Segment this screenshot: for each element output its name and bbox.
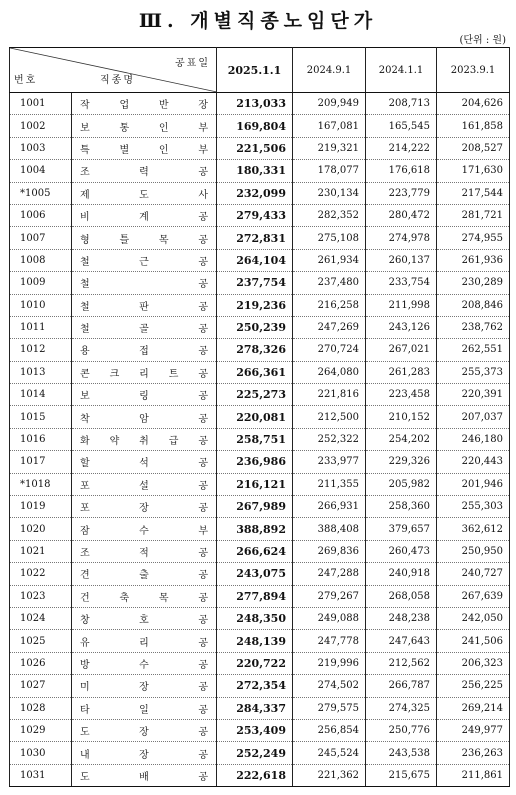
table-row	[10, 137, 510, 159]
job-code-cell: 1029	[10, 719, 72, 741]
job-name-cell	[72, 697, 217, 719]
job-name-cell	[72, 294, 217, 316]
job-name-text: 포 장 공	[80, 503, 208, 515]
job-name-cell	[72, 137, 217, 159]
wage-cell-4: 255,373	[437, 361, 510, 383]
job-name-text: 특 별 인 부	[80, 144, 208, 156]
job-name-text: 콘 크 리 트 공	[80, 368, 208, 380]
wage-cell-1: 266,361	[217, 361, 293, 383]
wage-cell-2: 279,575	[293, 697, 366, 719]
wage-cell-3: 214,222	[366, 137, 437, 159]
table-row	[10, 607, 510, 629]
wage-cell-4: 161,858	[437, 115, 510, 137]
job-code-cell: 1020	[10, 518, 72, 540]
wage-cell-3: 274,978	[366, 227, 437, 249]
wage-cell-3: 215,675	[366, 764, 437, 786]
job-code-cell: 1030	[10, 742, 72, 764]
wage-cell-3: 176,618	[366, 160, 437, 182]
wage-cell-1: 232,099	[217, 182, 293, 204]
job-code-cell: 1015	[10, 406, 72, 428]
table-body	[10, 93, 510, 787]
wage-cell-3: 240,918	[366, 563, 437, 585]
wage-table	[9, 47, 510, 787]
table-row	[10, 115, 510, 137]
wage-cell-1: 219,236	[217, 294, 293, 316]
job-name-text: 형 틀 목 공	[80, 234, 208, 246]
wage-cell-3: 258,360	[366, 496, 437, 518]
wage-cell-1: 213,033	[217, 93, 293, 115]
job-code-cell: 1024	[10, 607, 72, 629]
wage-cell-3: 261,283	[366, 361, 437, 383]
wage-cell-1: 169,804	[217, 115, 293, 137]
table-row	[10, 160, 510, 182]
wage-cell-2: 247,778	[293, 630, 366, 652]
job-code-cell: 1025	[10, 630, 72, 652]
wage-cell-2: 219,321	[293, 137, 366, 159]
table-row	[10, 339, 510, 361]
job-name-text: 도 장 공	[80, 727, 208, 739]
wage-cell-3: 165,545	[366, 115, 437, 137]
job-code-cell: 1008	[10, 249, 72, 271]
table-row	[10, 697, 510, 719]
wage-cell-3: 211,998	[366, 294, 437, 316]
wage-cell-2: 261,934	[293, 249, 366, 271]
header-job-name-label: 직종명	[100, 75, 135, 86]
job-code-cell: 1009	[10, 272, 72, 294]
job-name-cell	[72, 451, 217, 473]
wage-cell-3: 243,538	[366, 742, 437, 764]
job-code-cell: 1002	[10, 115, 72, 137]
header-date-3: 2024.1.1	[366, 48, 437, 93]
wage-cell-4: 242,050	[437, 607, 510, 629]
job-name-cell	[72, 339, 217, 361]
wage-cell-4: 274,955	[437, 227, 510, 249]
wage-cell-1: 222,618	[217, 764, 293, 786]
wage-cell-4: 250,950	[437, 540, 510, 562]
wage-cell-3: 266,787	[366, 675, 437, 697]
job-code-cell: 1004	[10, 160, 72, 182]
job-code-cell: 1021	[10, 540, 72, 562]
job-code-cell: 1019	[10, 496, 72, 518]
job-name-cell	[72, 742, 217, 764]
table-row	[10, 630, 510, 652]
job-code-cell: 1016	[10, 428, 72, 450]
wage-cell-4: 204,626	[437, 93, 510, 115]
job-name-text: 방 수 공	[80, 659, 208, 671]
job-name-cell	[72, 93, 217, 115]
job-name-text: 철 근 공	[80, 256, 208, 268]
table-row	[10, 451, 510, 473]
wage-cell-3: 267,021	[366, 339, 437, 361]
job-code-cell: 1013	[10, 361, 72, 383]
job-name-text: 조 력 공	[80, 167, 208, 179]
job-name-cell	[72, 115, 217, 137]
table-row	[10, 540, 510, 562]
job-name-cell	[72, 563, 217, 585]
table-row	[10, 742, 510, 764]
wage-cell-2: 266,931	[293, 496, 366, 518]
wage-cell-3: 247,643	[366, 630, 437, 652]
wage-cell-2: 256,854	[293, 719, 366, 741]
job-name-cell	[72, 182, 217, 204]
wage-cell-3: 248,238	[366, 607, 437, 629]
table-row	[10, 406, 510, 428]
table-row	[10, 316, 510, 338]
job-code-cell: 1014	[10, 384, 72, 406]
wage-cell-4: 208,846	[437, 294, 510, 316]
wage-cell-1: 253,409	[217, 719, 293, 741]
job-name-text: 할 석 공	[80, 458, 208, 470]
table-row	[10, 428, 510, 450]
wage-cell-1: 264,104	[217, 249, 293, 271]
wage-cell-3: 250,776	[366, 719, 437, 741]
job-name-text: 화 약 취 급 공	[80, 436, 208, 448]
table-row	[10, 227, 510, 249]
wage-cell-1: 277,894	[217, 585, 293, 607]
table-row	[10, 473, 510, 495]
job-name-text: 보 링 공	[80, 391, 208, 403]
wage-cell-2: 212,500	[293, 406, 366, 428]
job-code-cell: 1012	[10, 339, 72, 361]
wage-cell-4: 262,551	[437, 339, 510, 361]
wage-cell-1: 221,506	[217, 137, 293, 159]
wage-cell-4: 236,263	[437, 742, 510, 764]
header-date-1: 2025.1.1	[217, 48, 293, 93]
wage-cell-1: 248,350	[217, 607, 293, 629]
wage-cell-4: 208,527	[437, 137, 510, 159]
job-name-text: 용 접 공	[80, 346, 208, 358]
job-code-cell: 1022	[10, 563, 72, 585]
wage-cell-3: 268,058	[366, 585, 437, 607]
wage-cell-1: 216,121	[217, 473, 293, 495]
job-code-cell: *1005	[10, 182, 72, 204]
wage-cell-2: 275,108	[293, 227, 366, 249]
wage-cell-2: 167,081	[293, 115, 366, 137]
wage-cell-3: 254,202	[366, 428, 437, 450]
wage-cell-2: 233,977	[293, 451, 366, 473]
wage-cell-2: 247,269	[293, 316, 366, 338]
table-row	[10, 585, 510, 607]
wage-cell-2: 249,088	[293, 607, 366, 629]
wage-cell-3: 233,754	[366, 272, 437, 294]
job-name-text: 작 업 반 장	[80, 100, 208, 112]
wage-cell-1: 237,754	[217, 272, 293, 294]
job-name-text: 유 리 공	[80, 637, 208, 649]
wage-cell-2: 269,836	[293, 540, 366, 562]
job-name-text: 비 계 공	[80, 212, 208, 224]
wage-cell-4: 267,639	[437, 585, 510, 607]
table-row	[10, 204, 510, 226]
wage-cell-3: 210,152	[366, 406, 437, 428]
wage-cell-2: 219,996	[293, 652, 366, 674]
header-row	[10, 48, 510, 93]
wage-cell-4: 246,180	[437, 428, 510, 450]
job-code-cell: 1028	[10, 697, 72, 719]
wage-cell-1: 272,831	[217, 227, 293, 249]
job-code-cell: 1031	[10, 764, 72, 786]
job-name-cell	[72, 630, 217, 652]
wage-cell-4: 171,630	[437, 160, 510, 182]
wage-cell-1: 248,139	[217, 630, 293, 652]
wage-cell-3: 243,126	[366, 316, 437, 338]
table-row	[10, 93, 510, 115]
wage-cell-4: 281,721	[437, 204, 510, 226]
wage-cell-4: 220,391	[437, 384, 510, 406]
job-name-cell	[72, 361, 217, 383]
job-name-cell	[72, 719, 217, 741]
header-announce-date-label: 공표일	[175, 58, 210, 69]
header-date-2: 2024.9.1	[293, 48, 366, 93]
job-code-cell: 1006	[10, 204, 72, 226]
wage-cell-2: 252,322	[293, 428, 366, 450]
job-code-cell: 1007	[10, 227, 72, 249]
table-row	[10, 652, 510, 674]
header-date-4: 2023.9.1	[437, 48, 510, 93]
wage-cell-4: 261,936	[437, 249, 510, 271]
wage-cell-3: 274,325	[366, 697, 437, 719]
job-name-cell	[72, 540, 217, 562]
wage-cell-4: 220,443	[437, 451, 510, 473]
job-name-text: 잠 수 부	[80, 525, 208, 537]
job-name-text: 창 호 공	[80, 615, 208, 627]
job-name-text: 철 판 공	[80, 301, 208, 313]
wage-cell-1: 220,722	[217, 652, 293, 674]
job-name-text: 착 암 공	[80, 413, 208, 425]
wage-cell-1: 266,624	[217, 540, 293, 562]
job-name-text: 도 배 공	[80, 771, 208, 783]
wage-cell-2: 245,524	[293, 742, 366, 764]
job-name-text: 철 공	[80, 279, 208, 291]
table-row	[10, 518, 510, 540]
table-row	[10, 182, 510, 204]
wage-cell-2: 221,816	[293, 384, 366, 406]
job-name-cell	[72, 764, 217, 786]
wage-cell-4: 217,544	[437, 182, 510, 204]
wage-cell-2: 264,080	[293, 361, 366, 383]
table-row	[10, 361, 510, 383]
job-code-cell: 1027	[10, 675, 72, 697]
wage-cell-2: 274,502	[293, 675, 366, 697]
job-name-cell	[72, 316, 217, 338]
job-name-cell	[72, 473, 217, 495]
wage-cell-1: 388,892	[217, 518, 293, 540]
wage-cell-4: 255,303	[437, 496, 510, 518]
job-name-text: 조 적 공	[80, 548, 208, 559]
wage-cell-2: 282,352	[293, 204, 366, 226]
wage-cell-4: 238,762	[437, 316, 510, 338]
wage-cell-3: 260,473	[366, 540, 437, 562]
job-code-cell: 1003	[10, 137, 72, 159]
wage-cell-3: 280,472	[366, 204, 437, 226]
table-row	[10, 563, 510, 585]
table-row	[10, 719, 510, 741]
job-name-cell	[72, 406, 217, 428]
wage-cell-4: 230,289	[437, 272, 510, 294]
header-corner-cell	[10, 48, 217, 93]
table-row	[10, 496, 510, 518]
job-name-cell	[72, 160, 217, 182]
wage-cell-2: 270,724	[293, 339, 366, 361]
wage-cell-3: 379,657	[366, 518, 437, 540]
job-name-text: 철 골 공	[80, 324, 208, 336]
wage-cell-2: 209,949	[293, 93, 366, 115]
job-name-cell	[72, 518, 217, 540]
wage-cell-1: 236,986	[217, 451, 293, 473]
wage-cell-4: 201,946	[437, 473, 510, 495]
wage-cell-3: 229,326	[366, 451, 437, 473]
wage-cell-1: 180,331	[217, 160, 293, 182]
table-row	[10, 272, 510, 294]
job-name-cell	[72, 204, 217, 226]
job-name-cell	[72, 496, 217, 518]
wage-cell-4: 362,612	[437, 518, 510, 540]
job-code-cell: 1023	[10, 585, 72, 607]
job-name-cell	[72, 384, 217, 406]
wage-cell-1: 220,081	[217, 406, 293, 428]
wage-cell-4: 249,977	[437, 719, 510, 741]
job-name-text: 타 일 공	[80, 704, 208, 716]
job-name-text: 내 장 공	[80, 749, 208, 761]
wage-cell-1: 284,337	[217, 697, 293, 719]
wage-cell-4: 206,323	[437, 652, 510, 674]
wage-cell-2: 178,077	[293, 160, 366, 182]
wage-cell-3: 212,562	[366, 652, 437, 674]
job-code-cell: 1017	[10, 451, 72, 473]
wage-cell-1: 258,751	[217, 428, 293, 450]
wage-cell-4: 240,727	[437, 563, 510, 585]
job-name-cell	[72, 249, 217, 271]
wage-cell-4: 207,037	[437, 406, 510, 428]
wage-cell-1: 225,273	[217, 384, 293, 406]
header-number-label: 번호	[14, 75, 38, 86]
job-name-text: 견 출 공	[80, 570, 208, 582]
job-name-cell	[72, 652, 217, 674]
wage-cell-1: 252,249	[217, 742, 293, 764]
wage-cell-2: 221,362	[293, 764, 366, 786]
wage-cell-1: 267,989	[217, 496, 293, 518]
wage-cell-4: 256,225	[437, 675, 510, 697]
wage-cell-1: 243,075	[217, 563, 293, 585]
wage-cell-1: 250,239	[217, 316, 293, 338]
unit-label: (단위 : 원)	[459, 35, 506, 46]
job-code-cell: 1010	[10, 294, 72, 316]
job-name-cell	[72, 227, 217, 249]
wage-cell-3: 208,713	[366, 93, 437, 115]
wage-cell-3: 260,137	[366, 249, 437, 271]
wage-cell-1: 279,433	[217, 204, 293, 226]
job-name-text: 제 도 사	[80, 189, 208, 201]
wage-cell-2: 230,134	[293, 182, 366, 204]
wage-cell-4: 241,506	[437, 630, 510, 652]
wage-cell-2: 247,288	[293, 563, 366, 585]
job-name-text: 보 통 인 부	[80, 122, 208, 134]
wage-cell-1: 272,354	[217, 675, 293, 697]
wage-cell-2: 237,480	[293, 272, 366, 294]
wage-cell-2: 216,258	[293, 294, 366, 316]
wage-cell-2: 279,267	[293, 585, 366, 607]
job-name-text: 건 축 목 공	[80, 592, 208, 604]
job-name-cell	[72, 272, 217, 294]
job-code-cell: *1018	[10, 473, 72, 495]
page-title: Ⅲ. 개별직종노임단가	[138, 10, 378, 32]
table-row	[10, 294, 510, 316]
job-name-cell	[72, 428, 217, 450]
table-row	[10, 249, 510, 271]
wage-cell-2: 388,408	[293, 518, 366, 540]
wage-cell-3: 223,779	[366, 182, 437, 204]
job-name-cell	[72, 607, 217, 629]
table-row	[10, 764, 510, 786]
table-row	[10, 675, 510, 697]
job-name-text: 미 장 공	[80, 682, 208, 694]
wage-cell-4: 269,214	[437, 697, 510, 719]
wage-cell-4: 211,861	[437, 764, 510, 786]
wage-cell-3: 223,458	[366, 384, 437, 406]
job-name-cell	[72, 585, 217, 607]
wage-cell-3: 205,982	[366, 473, 437, 495]
job-code-cell: 1011	[10, 316, 72, 338]
wage-cell-1: 278,326	[217, 339, 293, 361]
wage-cell-2: 211,355	[293, 473, 366, 495]
job-code-cell: 1001	[10, 93, 72, 115]
table-row	[10, 384, 510, 406]
job-name-cell	[72, 675, 217, 697]
job-name-text: 포 설 공	[80, 480, 208, 492]
job-code-cell: 1026	[10, 652, 72, 674]
